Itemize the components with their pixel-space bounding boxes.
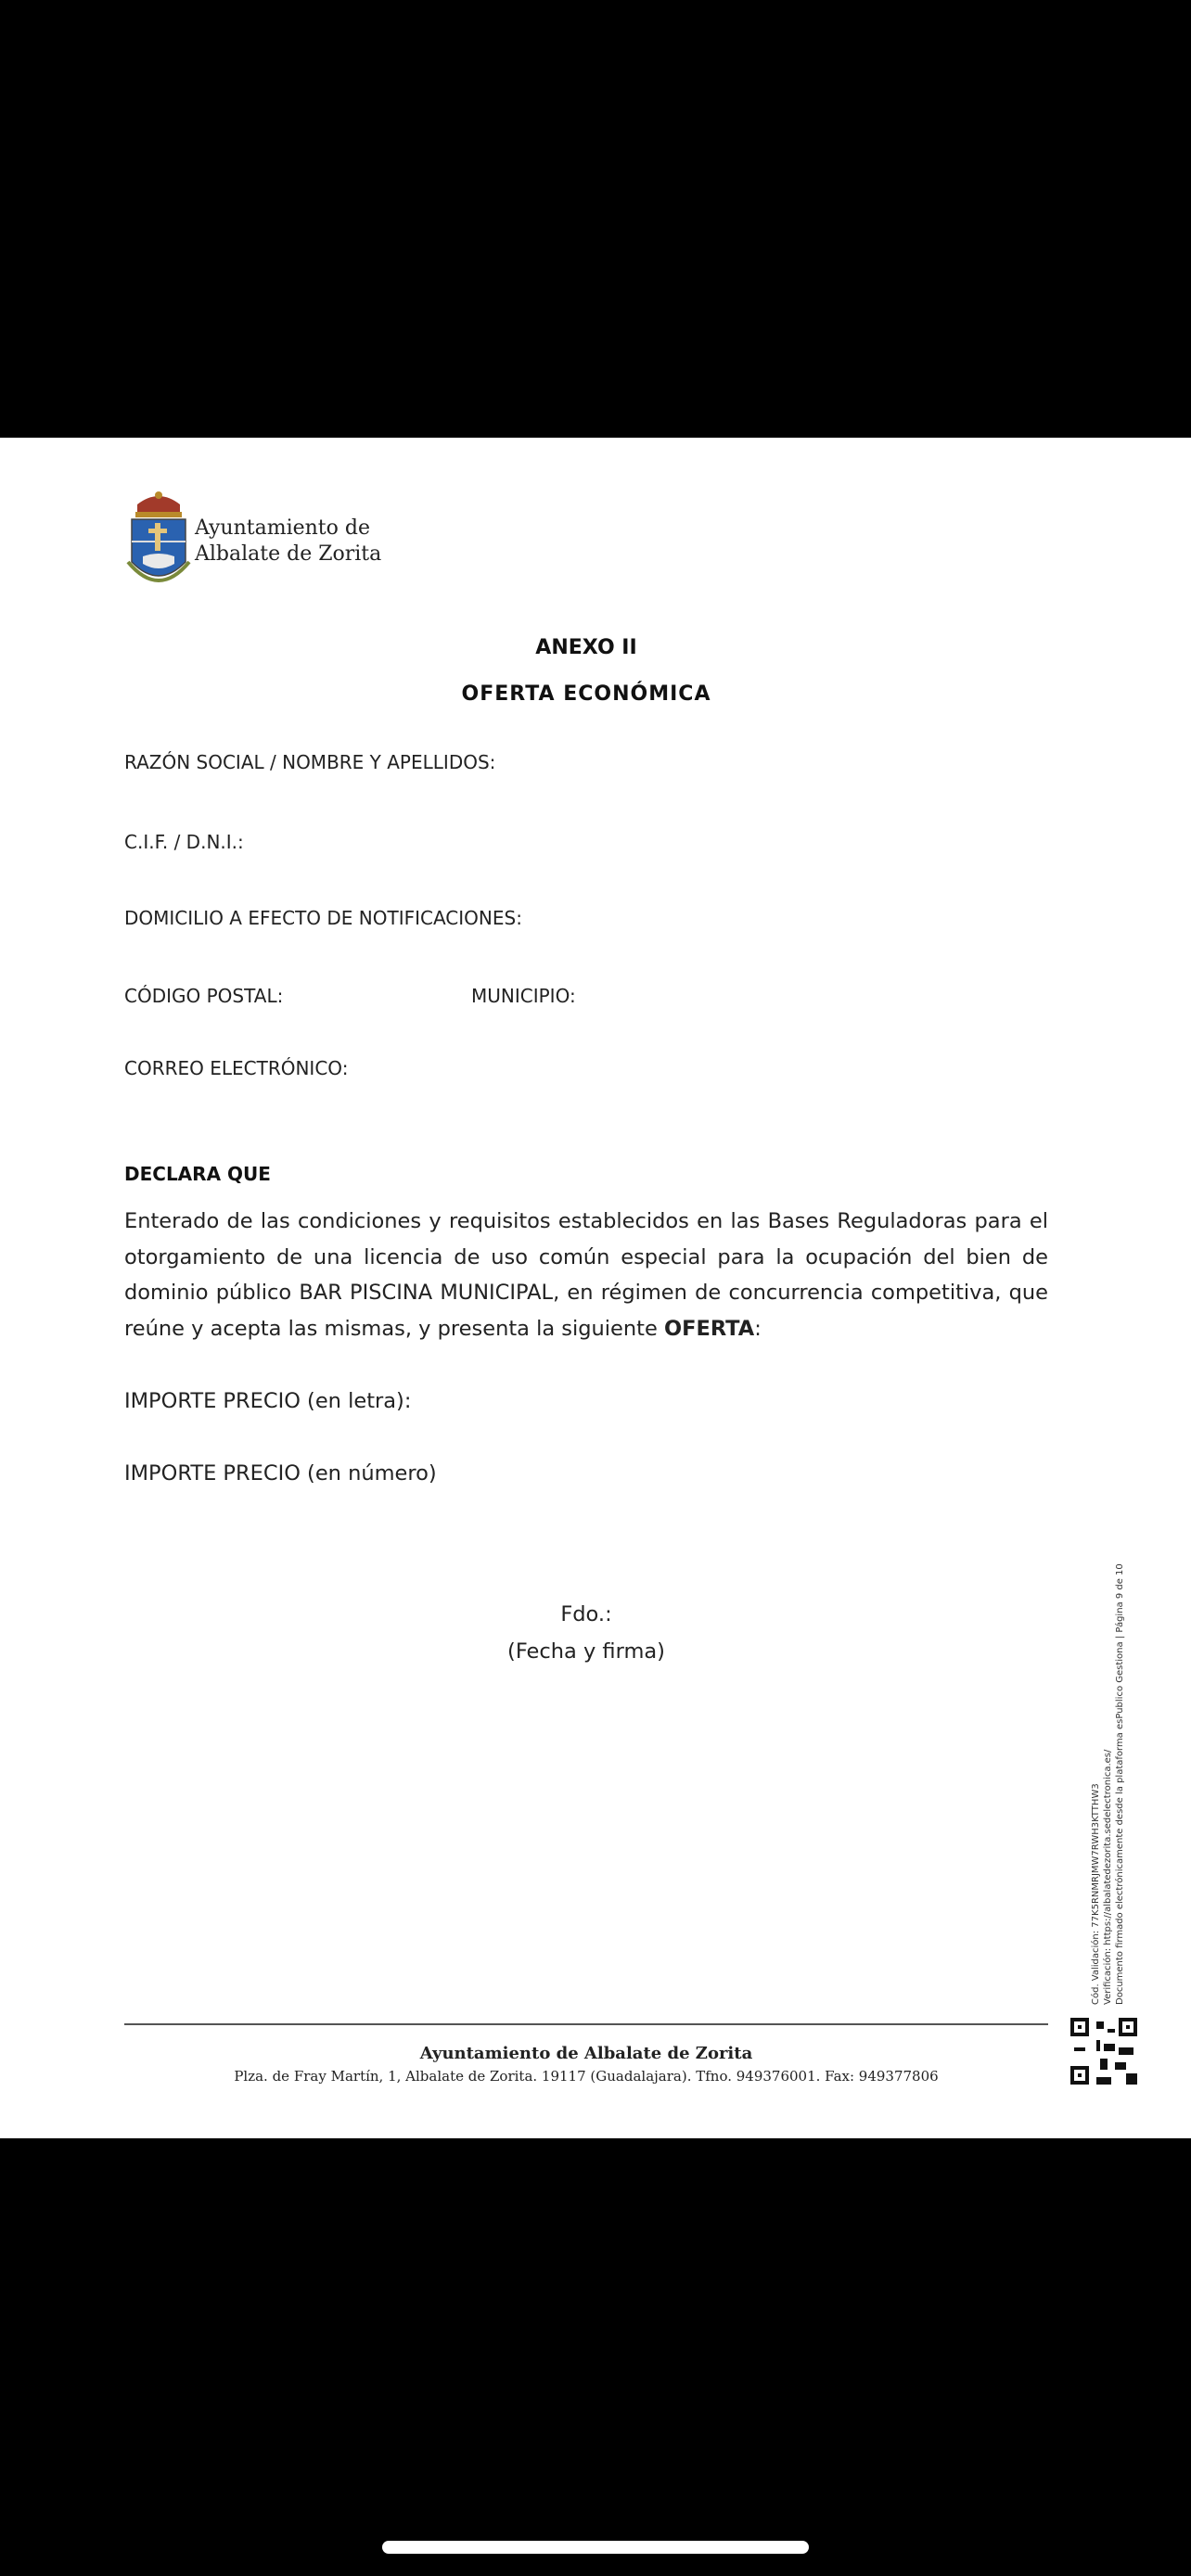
declara-heading: DECLARA QUE (124, 1163, 271, 1185)
declaration-paragraph (124, 1204, 1048, 1346)
validation-text (1090, 1563, 1126, 2005)
paragraph-end: : (754, 1316, 762, 1341)
paragraph-bold: OFERTA (663, 1316, 755, 1341)
paragraph-text: Enterado de las condiciones y requisitos establecidos en las Bases Reguladoras para el otorgamiento de una licencia de uso común especial para la ocupación del bien de dominio público BAR PISCINA MUNICIPAL, en régimen de concurrencia competitiva, que reúne y acepta las mismas, y presenta la siguiente (124, 1209, 1048, 1341)
org-line-1: Ayuntamiento de (195, 516, 370, 540)
field-correo: CORREO ELECTRÓNICO: (124, 1057, 349, 1079)
importe-numero: IMPORTE PRECIO (en número) (124, 1461, 437, 1486)
validation-code: Cód. Validación: 77K5RNMRJMW7RWH3KTTHW3 (1091, 1783, 1101, 2005)
signed-document-note: Documento firmado electrónicamente desde la plataforma esPublico Gestiona | Página 9 de 10 (1115, 1563, 1125, 2005)
date-signature-label: (Fecha y firma) (507, 1639, 665, 1664)
footer-organization: Ayuntamiento de Albalate de Zorita (419, 2044, 753, 2063)
organization-name (195, 516, 381, 567)
coat-of-arms-logo (124, 486, 193, 597)
offer-title: OFERTA ECONÓMICA (461, 682, 711, 706)
signature-label: Fdo.: (560, 1602, 612, 1626)
footer-divider (124, 2023, 1048, 2025)
verification-url: Verificación: https://albalatedezorita.sedelectronica.es/ (1103, 1749, 1113, 2005)
footer-address: Plza. de Fray Martín, 1, Albalate de Zorita. 19117 (Guadalajara). Tfno. 949376001. Fax: 949377806 (234, 2068, 939, 2085)
field-razon-social: RAZÓN SOCIAL / NOMBRE Y APELLIDOS: (124, 751, 496, 773)
document-page (0, 438, 1191, 2138)
importe-letra: IMPORTE PRECIO (en letra): (124, 1389, 412, 1413)
org-line-2: Albalate de Zorita (195, 542, 382, 566)
field-codigo-postal: CÓDIGO POSTAL: (124, 985, 284, 1007)
field-municipio: MUNICIPIO: (471, 985, 576, 1007)
annex-title: ANEXO II (535, 636, 637, 659)
field-domicilio: DOMICILIO A EFECTO DE NOTIFICACIONES: (124, 907, 522, 929)
home-indicator[interactable] (382, 2541, 809, 2554)
field-cif: C.I.F. / D.N.I.: (124, 831, 244, 853)
